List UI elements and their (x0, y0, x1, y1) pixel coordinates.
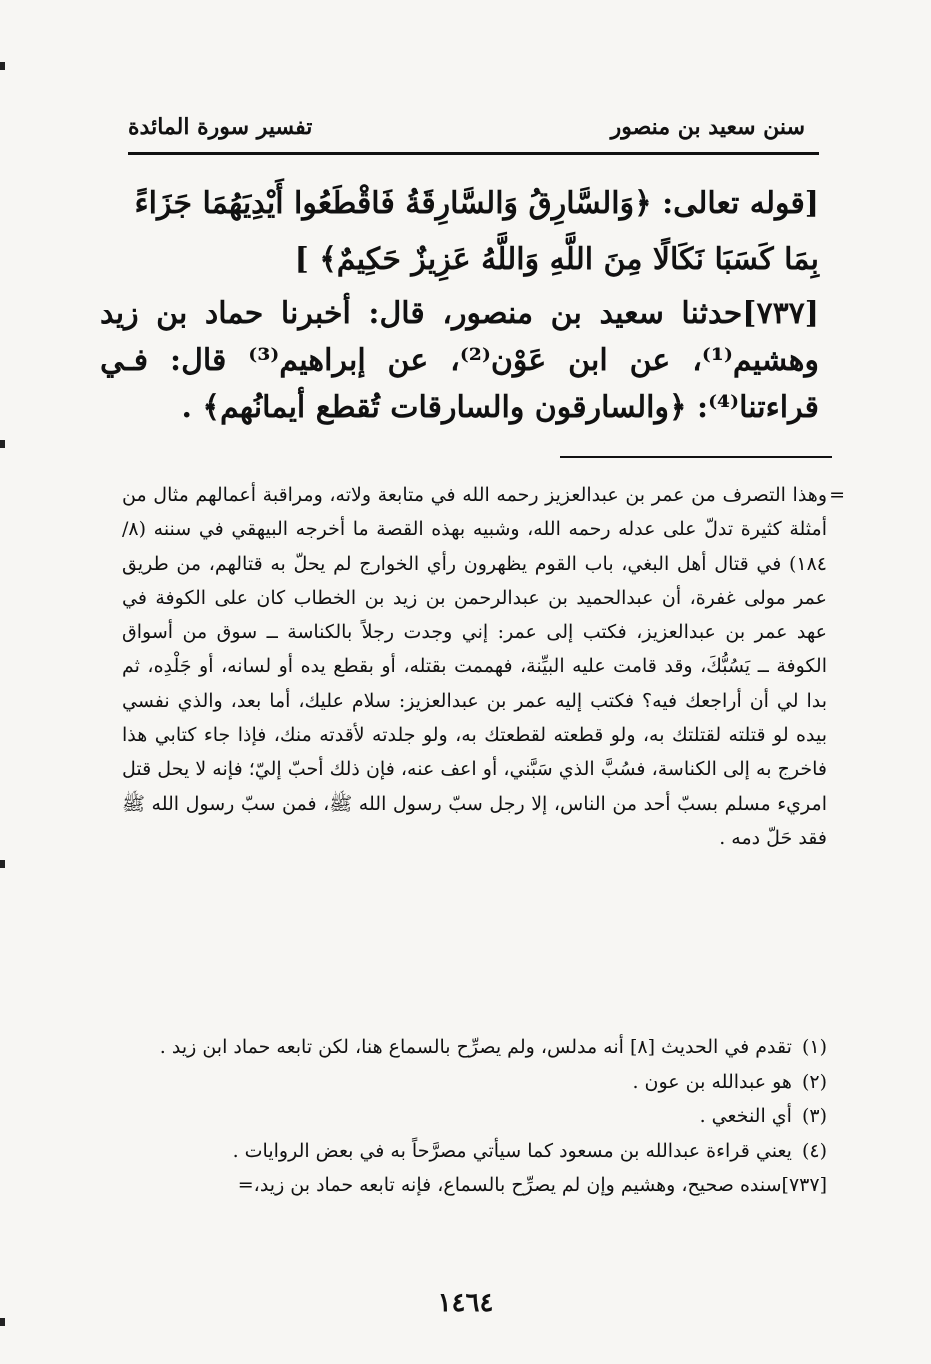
footnote-number: (٤) (801, 1139, 827, 1162)
footnote-item (122, 1065, 827, 1100)
continuation-text: وهذا التصرف من عمر بن عبدالعزيز رحمه الله في متابعة ولاته، ومراقبة أعمالهم مثال من أمثلة كثيرة تدلّ على عدله رحمه الله، وشبيه بهذه القصة ما أخرجه البيهقي في سننه (٨/ ١٨٤) في قتال أهل البغي، باب القوم يظهرون رأي الخوارج لم يحلّ به قتالهم، من طريق عمر مولى غفرة، أن عبدالحميد بن عبدالرحمن بن زيد بن الخطاب كان على الكوفة في عهد عمر بن عبدالعزيز، فكتب إلى عمر: إني وجدت رجلاً بالكناسة ــ سوق من أسواق الكوفة ــ يَسُبُّكَ، وقد قامت عليه البيِّنة، فهممت بقتله، أو بقطع يده أو لسانه، أو جَلْدِه، ثم بدا لي أن أراجعك فيه؟ فكتب إليه عمر بن عبدالعزيز: سلام عليك، أما بعد، والذي نفسي بيده لو قتلته لقتلتك به، ولو قطعته لقطعتك به، ولو جلدته لأقدته منك، فإذا جاء كتابي هذا فاخرج به إلى الكناسة، فسُبَّ الذي سَبَّني، أو اعف عنه، فإن ذلك أحبّ إليّ؛ فإنه لا يحل قتل امريء مسلم بسبّ أحد من الناس، إلا رجل سبّ رسول الله ﷺ، فمن سبّ رسول الله ﷺ فقد حَلّ دمه . (122, 484, 827, 849)
footnote-item (122, 1134, 827, 1169)
scan-mark (0, 440, 5, 448)
footnote-text: يعني قراءة عبدالله بن مسعود كما سيأتي مصرَّحاً به في بعض الروايات . (232, 1139, 792, 1162)
footnote-text: هو عبدالله بن عون . (632, 1070, 792, 1093)
quran-verse-heading: [قوله تعالى: ﴿وَالسَّارِقُ وَالسَّارِقَةُ فَاقْطَعُوا أَيْدِيَهُمَا جَزَاءً بِمَا كَسَبَا نَكَالًا مِنَ اللَّهِ وَاللَّهُ عَزِيزٌ حَكِيمٌ﴾ ] (134, 186, 819, 277)
scan-mark (0, 1318, 5, 1326)
footnote-text: تقدم في الحديث [٨] أنه مدلس، ولم يصرِّح بالسماع هنا، لكن تابعه حماد ابن زيد . (159, 1036, 792, 1058)
scan-mark (0, 62, 5, 70)
hadith-text: [٧٣٧]حدثنا سعيد بن منصور، قال: أخبرنا حماد بن زيد وهشيم⁽¹⁾، عن ابن عَوْن⁽²⁾، عن إبراهيم⁽³⁾ قال: فـي قراءتنا⁽⁴⁾: ﴿والسارقون والسارقات تُقطع أيمانُهم﴾ . (100, 296, 819, 425)
page-number: ١٤٦٤ (437, 1288, 494, 1318)
continuation-marker: = (829, 484, 845, 506)
footnote-number: (٣) (801, 1105, 827, 1127)
running-header (128, 112, 805, 148)
header-rule (128, 152, 819, 155)
footnote-number: (٢) (801, 1070, 827, 1093)
footnote-number: (١) (801, 1036, 827, 1058)
commentary-line: [٧٣٧]سنده صحيح، وهشيم وإن لم يصرِّح بالسماع، فإنه تابعه حماد بن زيد،= (237, 1174, 827, 1196)
book-title: سنن سعيد بن منصور (610, 114, 805, 140)
section-title: تفسير سورة المائدة (128, 114, 313, 140)
footnote-item (122, 1099, 827, 1134)
footnote-text: أي النخعي . (699, 1105, 792, 1127)
footnote-continuation (122, 478, 845, 855)
footnotes (122, 1030, 827, 1203)
footnote-item (122, 1030, 827, 1065)
scan-mark (0, 860, 5, 868)
footnote-separator (560, 456, 832, 458)
